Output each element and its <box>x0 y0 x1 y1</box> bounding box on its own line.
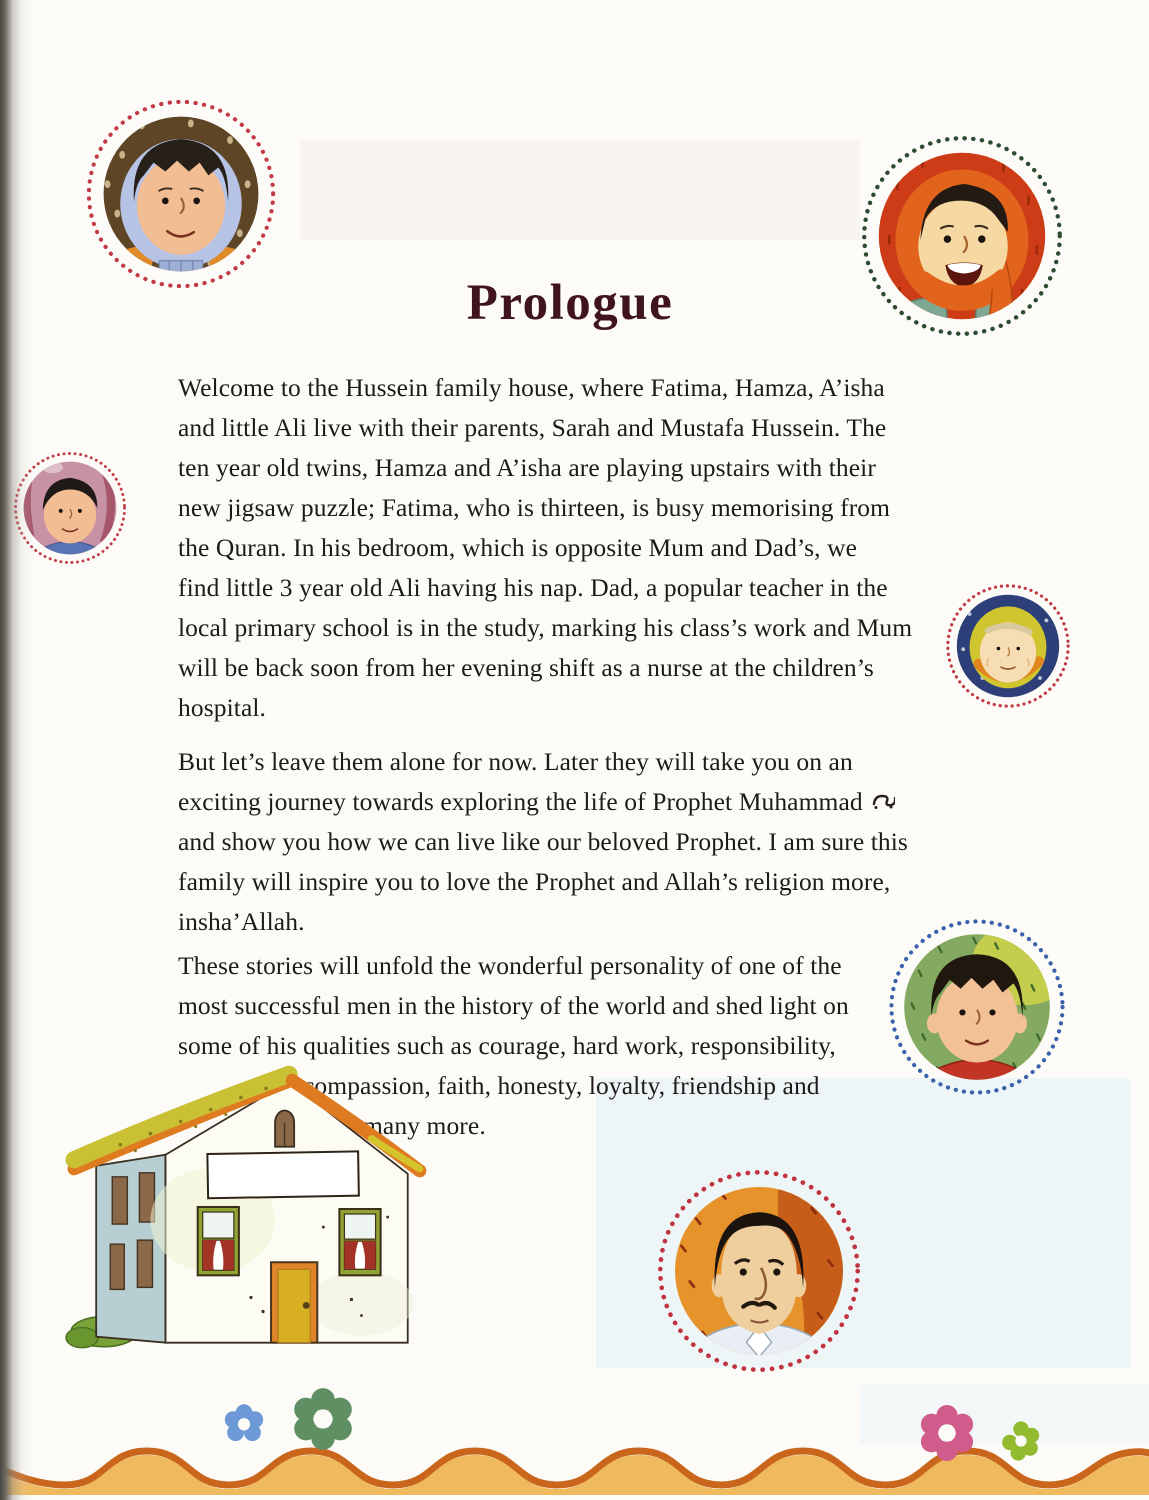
page-bottom-wave-border <box>0 1395 1149 1500</box>
flower-icon <box>1000 1420 1042 1467</box>
text-line: family will inspire you to love the Prophet and Allah’s religion more, <box>178 867 891 896</box>
text-line: and show you how we can live like our beloved Prophet. I am sure this <box>178 827 908 856</box>
portrait-mother-orange-headscarf <box>858 132 1066 345</box>
text-line: and little Ali live with their parents, Sarah and Mustafa Hussein. The <box>178 413 887 442</box>
text-line <box>178 782 908 822</box>
text-line: exciting journey towards exploring the life of Prophet Muhammad <box>178 787 863 816</box>
paragraph-welcome <box>178 368 912 728</box>
flower-icon <box>918 1404 976 1467</box>
text-line: many more. <box>363 1111 486 1140</box>
text-line: the Quran. In his bedroom, which is opposite Mum and Dad’s, we <box>178 533 858 562</box>
book-binding-edge <box>0 0 34 1500</box>
house-illustration <box>60 1064 462 1361</box>
text-line: Welcome to the Hussein family house, where Fatima, Hamza, A’isha <box>178 373 885 402</box>
flower-icon <box>291 1387 355 1456</box>
text-line: will be back soon from her evening shift as a nurse at the children’s <box>178 653 874 682</box>
text-line: some of his qualities such as courage, hard work, responsibility, <box>178 1031 836 1060</box>
flower-icon <box>221 1402 267 1453</box>
portrait-father-blue-shirt <box>654 1166 864 1381</box>
text-line: hospital. <box>178 693 267 722</box>
text-line: new jigsaw puzzle; Fatima, who is thirteen, is busy memorising from <box>178 493 891 522</box>
text-line: But let’s leave them alone for now. Later they will take you on an <box>178 747 853 776</box>
portrait-girl-blue-headscarf <box>83 96 279 297</box>
text-line: insha’Allah. <box>178 907 305 936</box>
text-line: find little 3 year old Ali having his nap. Dad, a popular teacher in the <box>178 573 888 602</box>
paragraph-journey <box>178 742 908 942</box>
text-line: ten year old twins, Hamza and A’isha are playing upstairs with their <box>178 453 876 482</box>
pbuh-calligraphy-icon <box>871 782 895 822</box>
text-line: These stories will unfold the wonderful personality of one of the <box>178 951 842 980</box>
text-line: compassion, faith, honesty, loyalty, friendship and <box>303 1071 820 1100</box>
page-title: Prologue <box>466 275 674 331</box>
text-line: local primary school is in the study, marking his class’s work and Mum <box>178 613 913 642</box>
showthrough-tint <box>300 140 860 240</box>
text-line: most successful men in the history of the world and shed light on <box>178 991 849 1020</box>
portrait-grandmother-yellow-headscarf <box>944 582 1072 715</box>
portrait-boy-red-shirt <box>886 916 1068 1103</box>
